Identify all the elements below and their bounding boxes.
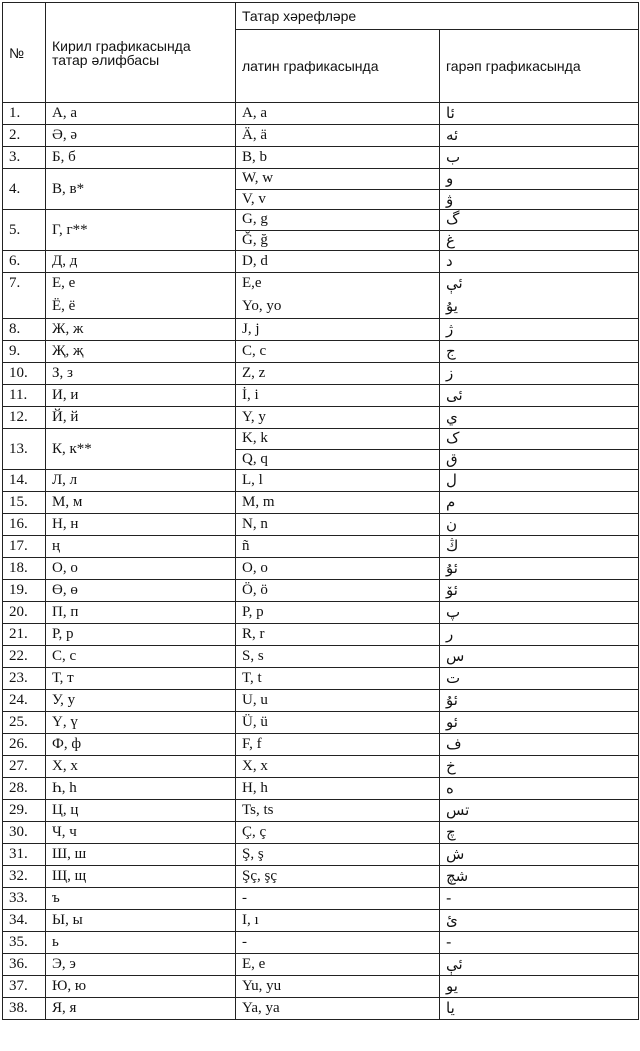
cyrillic-letter: Й, й <box>46 407 236 429</box>
latin-letter: Ç, ç <box>236 822 440 844</box>
row-number: 4. <box>3 169 46 210</box>
table-row <box>3 580 639 602</box>
cyrillic-letter: К, к** <box>46 429 236 470</box>
cyrillic-letter: Ә, ә <box>46 125 236 147</box>
table-row <box>3 103 639 125</box>
table-row <box>3 514 639 536</box>
latin-letter: T, t <box>236 668 440 690</box>
arabic-letter: ئا <box>440 103 639 125</box>
cyrillic-letter: Һ, h <box>46 778 236 800</box>
latin-letter: Şç, şç <box>236 866 440 888</box>
table-row <box>3 147 639 169</box>
cyrillic-letter: Р, р <box>46 624 236 646</box>
latin-letter: Ö, ö <box>236 580 440 602</box>
latin-letter: Ş, ş <box>236 844 440 866</box>
latin-letter: L, l <box>236 470 440 492</box>
arabic-letter: ک <box>440 429 639 450</box>
table-row <box>3 429 639 450</box>
row-number: 6. <box>3 251 46 273</box>
header-arabic: гарәп графикасында <box>440 30 639 103</box>
arabic-letter: ئو <box>440 712 639 734</box>
arabic-letter: ئې <box>440 954 639 976</box>
latin-letter: B, b <box>236 147 440 169</box>
latin-letter: C, c <box>236 341 440 363</box>
row-number: 35. <box>3 932 46 954</box>
table-row <box>3 210 639 231</box>
row-number: 21. <box>3 624 46 646</box>
latin-letter: A, a <box>236 103 440 125</box>
latin-letter: İ, i <box>236 385 440 407</box>
table-row <box>3 385 639 407</box>
table-row <box>3 125 639 147</box>
row-number: 13. <box>3 429 46 470</box>
latin-letter: P, p <box>236 602 440 624</box>
row-number: 17. <box>3 536 46 558</box>
latin-letter: J, j <box>236 319 440 341</box>
arabic-letter: و <box>440 169 639 190</box>
table-row <box>3 319 639 341</box>
table-row <box>3 668 639 690</box>
cyrillic-letter: Ш, ш <box>46 844 236 866</box>
latin-letter: ñ <box>236 536 440 558</box>
table-row <box>3 866 639 888</box>
cyrillic-letter: Н, н <box>46 514 236 536</box>
header-number: № <box>3 3 46 103</box>
arabic-letter: ش <box>440 844 639 866</box>
row-number: 30. <box>3 822 46 844</box>
cyrillic-letter: Т, т <box>46 668 236 690</box>
row-number: 5. <box>3 210 46 251</box>
latin-letter: G, g <box>236 210 440 231</box>
table-row <box>3 363 639 385</box>
latin-letter: E,e <box>236 273 440 295</box>
cyrillic-letter: С, с <box>46 646 236 668</box>
arabic-letter: ق <box>440 449 639 470</box>
row-number: 37. <box>3 976 46 998</box>
row-number: 16. <box>3 514 46 536</box>
table-row <box>3 295 639 319</box>
arabic-letter: خ <box>440 756 639 778</box>
latin-letter: Yo, yo <box>236 295 440 319</box>
row-number: 24. <box>3 690 46 712</box>
arabic-letter: ئۇ <box>440 558 639 580</box>
latin-letter: Z, z <box>236 363 440 385</box>
latin-letter: X, x <box>236 756 440 778</box>
cyrillic-letter: Я, я <box>46 998 236 1020</box>
latin-letter: - <box>236 888 440 910</box>
latin-letter: V, v <box>236 189 440 210</box>
arabic-letter: ئې <box>440 273 639 295</box>
arabic-letter: - <box>440 932 639 954</box>
row-number: 31. <box>3 844 46 866</box>
table-row <box>3 602 639 624</box>
row-number: 26. <box>3 734 46 756</box>
table-row <box>3 470 639 492</box>
arabic-letter: يا <box>440 998 639 1020</box>
table-row <box>3 998 639 1020</box>
arabic-letter: گ <box>440 210 639 231</box>
row-number: 36. <box>3 954 46 976</box>
arabic-letter: يو <box>440 976 639 998</box>
latin-letter: W, w <box>236 169 440 190</box>
latin-letter: S, s <box>236 646 440 668</box>
cyrillic-letter: Ю, ю <box>46 976 236 998</box>
row-number: 9. <box>3 341 46 363</box>
table-row <box>3 888 639 910</box>
latin-letter: K, k <box>236 429 440 450</box>
latin-letter: Y, y <box>236 407 440 429</box>
cyrillic-letter: Л, л <box>46 470 236 492</box>
arabic-letter: ي <box>440 407 639 429</box>
cyrillic-letter: Г, г** <box>46 210 236 251</box>
row-number: 19. <box>3 580 46 602</box>
row-number: 32. <box>3 866 46 888</box>
cyrillic-letter: П, п <box>46 602 236 624</box>
table-row <box>3 844 639 866</box>
cyrillic-letter: В, в* <box>46 169 236 210</box>
row-number: 25. <box>3 712 46 734</box>
latin-letter: R, r <box>236 624 440 646</box>
table-row <box>3 778 639 800</box>
arabic-letter: ئی <box>440 385 639 407</box>
cyrillic-letter: Щ, щ <box>46 866 236 888</box>
row-number: 11. <box>3 385 46 407</box>
latin-letter: Ä, ä <box>236 125 440 147</box>
row-number: 28. <box>3 778 46 800</box>
latin-letter: - <box>236 932 440 954</box>
arabic-letter: غ <box>440 230 639 251</box>
arabic-letter: ف <box>440 734 639 756</box>
arabic-letter: ج <box>440 341 639 363</box>
cyrillic-letter: М, м <box>46 492 236 514</box>
arabic-letter: م <box>440 492 639 514</box>
cyrillic-letter: Ы, ы <box>46 910 236 932</box>
arabic-letter: ر <box>440 624 639 646</box>
arabic-letter: ل <box>440 470 639 492</box>
header-latin: латин графикасында <box>236 30 440 103</box>
row-number: 33. <box>3 888 46 910</box>
cyrillic-letter: Е, е <box>46 273 236 295</box>
arabic-letter: شچ <box>440 866 639 888</box>
row-number: 34. <box>3 910 46 932</box>
row-number: 29. <box>3 800 46 822</box>
cyrillic-letter: У, у <box>46 690 236 712</box>
table-row <box>3 976 639 998</box>
cyrillic-letter: Х, х <box>46 756 236 778</box>
latin-letter: F, f <box>236 734 440 756</box>
latin-letter: I, ı <box>236 910 440 932</box>
table-row <box>3 251 639 273</box>
arabic-letter: د <box>440 251 639 273</box>
tatar-alphabet-table <box>2 2 639 1020</box>
row-number: 22. <box>3 646 46 668</box>
row-number: 12. <box>3 407 46 429</box>
table-row <box>3 822 639 844</box>
cyrillic-letter: З, з <box>46 363 236 385</box>
cyrillic-letter: А, а <box>46 103 236 125</box>
cyrillic-letter: ь <box>46 932 236 954</box>
arabic-letter: ئ <box>440 910 639 932</box>
table-row <box>3 932 639 954</box>
header-cyrillic-line1: Кирил графикасында <box>52 37 191 54</box>
row-number: 38. <box>3 998 46 1020</box>
cyrillic-letter: ъ <box>46 888 236 910</box>
cyrillic-letter: Б, б <box>46 147 236 169</box>
arabic-letter: ت <box>440 668 639 690</box>
cyrillic-letter: ң <box>46 536 236 558</box>
latin-letter: Yu, yu <box>236 976 440 998</box>
latin-letter: Ğ, ğ <box>236 230 440 251</box>
cyrillic-letter: Җ, җ <box>46 341 236 363</box>
arabic-letter: ب <box>440 147 639 169</box>
arabic-letter: ژ <box>440 319 639 341</box>
header-cyrillic-line2: татар әлифбасы <box>52 51 160 68</box>
cyrillic-letter: Ё, ё <box>46 295 236 319</box>
cyrillic-letter: Ц, ц <box>46 800 236 822</box>
row-number: 18. <box>3 558 46 580</box>
header-tatar-letters: Татар хәрефләре <box>236 3 639 30</box>
arabic-letter: ڭ <box>440 536 639 558</box>
row-number: 14. <box>3 470 46 492</box>
cyrillic-letter: Ф, ф <box>46 734 236 756</box>
arabic-letter: ۋ <box>440 189 639 210</box>
row-number: 2. <box>3 125 46 147</box>
table-row <box>3 734 639 756</box>
latin-letter: O, o <box>236 558 440 580</box>
arabic-letter: ئۇ <box>440 690 639 712</box>
arabic-letter: ئۆ <box>440 580 639 602</box>
cyrillic-letter: О, о <box>46 558 236 580</box>
table-row <box>3 712 639 734</box>
table-row <box>3 800 639 822</box>
table-row <box>3 954 639 976</box>
cyrillic-letter: Ү, ү <box>46 712 236 734</box>
row-number: 15. <box>3 492 46 514</box>
row-number: 10. <box>3 363 46 385</box>
arabic-letter: ن <box>440 514 639 536</box>
table-row <box>3 646 639 668</box>
latin-letter: Ü, ü <box>236 712 440 734</box>
cyrillic-letter: Д, д <box>46 251 236 273</box>
row-number: 27. <box>3 756 46 778</box>
table-row <box>3 624 639 646</box>
latin-letter: E, e <box>236 954 440 976</box>
latin-letter: Q, q <box>236 449 440 470</box>
arabic-letter: چ <box>440 822 639 844</box>
latin-letter: M, m <box>236 492 440 514</box>
table-row <box>3 536 639 558</box>
arabic-letter: تس <box>440 800 639 822</box>
arabic-letter: پ <box>440 602 639 624</box>
latin-letter: Ts, ts <box>236 800 440 822</box>
table-row <box>3 558 639 580</box>
table-row <box>3 341 639 363</box>
row-number: 1. <box>3 103 46 125</box>
arabic-letter: ئه <box>440 125 639 147</box>
table-row <box>3 910 639 932</box>
latin-letter: N, n <box>236 514 440 536</box>
row-number: 8. <box>3 319 46 341</box>
arabic-letter: س <box>440 646 639 668</box>
cyrillic-letter: И, и <box>46 385 236 407</box>
arabic-letter: - <box>440 888 639 910</box>
table-row <box>3 492 639 514</box>
row-number: 20. <box>3 602 46 624</box>
cyrillic-letter: Ж, ж <box>46 319 236 341</box>
table-row <box>3 690 639 712</box>
table-row <box>3 407 639 429</box>
row-number: 23. <box>3 668 46 690</box>
arabic-letter: يۇ <box>440 295 639 319</box>
arabic-letter: ز <box>440 363 639 385</box>
table-row <box>3 756 639 778</box>
header-cyrillic <box>46 3 236 103</box>
row-number: 3. <box>3 147 46 169</box>
row-number: 7. <box>3 273 46 319</box>
arabic-letter: ه <box>440 778 639 800</box>
latin-letter: H, h <box>236 778 440 800</box>
cyrillic-letter: Ө, ө <box>46 580 236 602</box>
table-row <box>3 273 639 295</box>
cyrillic-letter: Ч, ч <box>46 822 236 844</box>
latin-letter: D, d <box>236 251 440 273</box>
table-row <box>3 169 639 190</box>
cyrillic-letter: Э, э <box>46 954 236 976</box>
latin-letter: U, u <box>236 690 440 712</box>
latin-letter: Ya, ya <box>236 998 440 1020</box>
